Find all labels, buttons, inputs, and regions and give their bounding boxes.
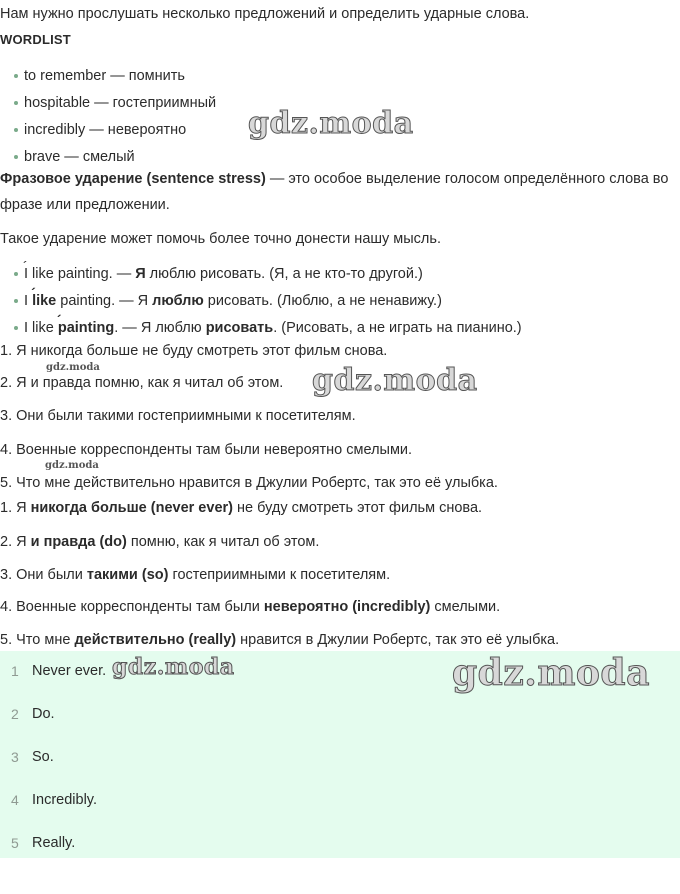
sentence-plain: 1. Я никогда больше не буду смотреть этот фильм снова. [0,343,388,359]
answer-text: Really. [32,835,76,851]
stressed-phrase: такими (so) [86,567,169,583]
wordlist-item [14,147,135,167]
wordlist-item [14,120,186,140]
answer-number: 3 [11,749,19,765]
sentence-stressed: 1. Я никогда больше (never ever) не буду смотреть этот фильм снова. [0,500,483,516]
stress-mark: ´ like [32,291,56,311]
sentence-stressed: 3. Они были такими (so) гостеприимными к посетителям. [0,567,391,583]
stressed-phrase: действительно (really) [74,632,237,648]
sentence-plain: 2. Я и правда помню, как я читал об этом. [0,375,284,391]
definition-paragraph [0,166,676,218]
sentence-stressed: 2. Я и правда (do) помню, как я читал об этом. [0,534,320,550]
wordlist-item-text: brave — смелый [24,149,135,165]
answer-row [0,790,680,810]
sentence-plain: 3. Они были такими гостеприимными к посетителям. [0,408,356,424]
stressed-phrase: невероятно (incredibly) [263,599,431,615]
watermark-logo: gdz.moda [112,654,235,680]
answer-number: 2 [11,706,19,722]
example-item: I like ´ painting. — Я люблю рисовать. (Рисовать, а не играть на пианино.) [14,318,522,338]
answer-row [0,833,680,853]
stressed-word: Я [135,266,146,282]
sentence-plain: 5. Что мне действительно нравится в Джулии Робертс, так это её улыбка. [0,475,498,491]
stressed-word: рисовать [205,320,274,336]
wordlist-item-text: incredibly — невероятно [24,122,187,138]
answer-number: 1 [11,663,19,679]
note-text: Такое ударение может помочь более точно донести нашу мысль. [0,231,441,247]
answer-row [0,704,680,724]
definition-term: Фразовое ударение (sentence stress) [0,171,266,187]
answer-number: 5 [11,835,19,851]
example-item: ´ I like painting. — Я люблю рисовать. (Я, а не кто-то другой.) [14,264,423,284]
definition-rest: — это особое выделение голосом определённого слова во фразе или предложении. [0,171,669,213]
answer-text: Incredibly. [32,792,98,808]
sentence-stressed: 4. Военные корреспонденты там были невероятно (incredibly) смелыми. [0,599,501,615]
watermark-logo: gdz.moda [248,106,414,141]
wordlist-item [14,66,185,86]
stressed-phrase: и правда (do) [30,534,127,550]
answer-text: Never ever. [32,663,107,679]
wordlist-item-text: hospitable — гостеприимный [24,95,217,111]
stress-mark: ´ painting [58,318,114,338]
sentence-stressed: 5. Что мне действительно (really) нравится в Джулии Робертс, так это её улыбка. [0,632,560,648]
watermark-small: gdz.moda [46,362,100,373]
wordlist-item [14,93,216,113]
watermark-logo: gdz.moda [312,363,478,398]
answer-text: Do. [32,706,55,722]
stressed-word: люблю [152,293,204,309]
stress-mark: ´ I [24,264,28,284]
example-item: I ´ like painting. — Я люблю рисовать. (Люблю, а не ненавижу.) [14,291,442,311]
wordlist-title: WORDLIST [0,32,71,47]
sentence-plain: 4. Военные корреспонденты там были невероятно смелыми. [0,442,413,458]
answer-text: So. [32,749,54,765]
intro-text: Нам нужно прослушать несколько предложений и определить ударные слова. [0,6,530,22]
wordlist-item-text: to remember — помнить [24,68,185,84]
answer-row [0,747,680,767]
answer-number: 4 [11,792,19,808]
watermark-small: gdz.moda [45,460,99,471]
watermark-logo: gdz.moda [452,652,650,694]
stressed-phrase: никогда больше (never ever) [30,500,233,516]
